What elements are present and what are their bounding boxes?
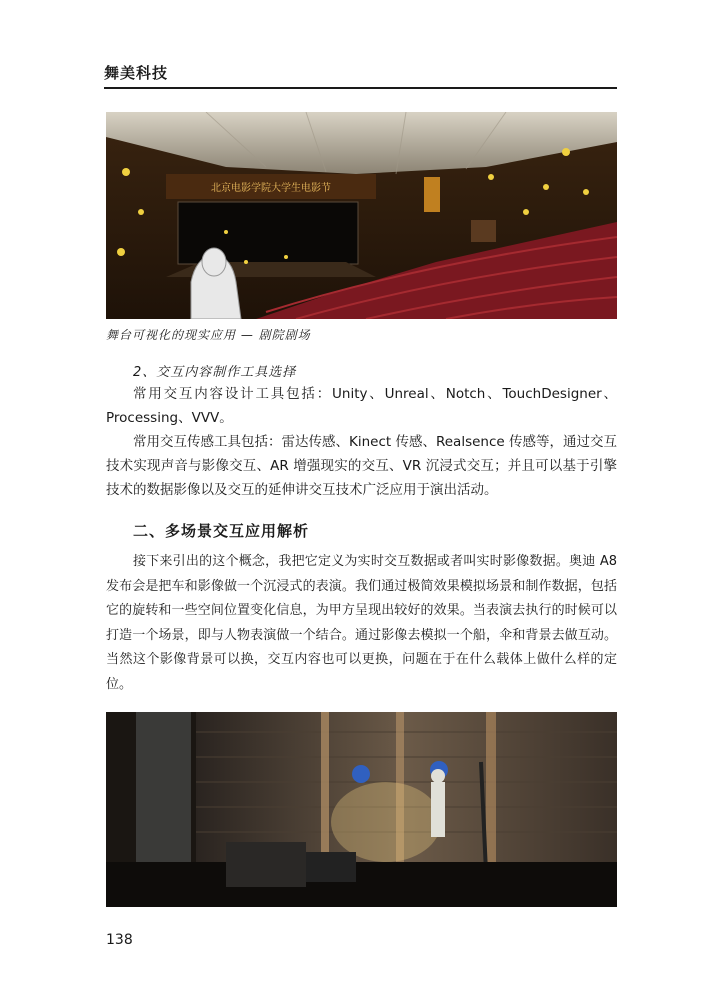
stage-performance-photo-icon (106, 712, 617, 907)
theater-figure (106, 112, 617, 319)
page-number: 138 (106, 932, 133, 948)
performance-figure (106, 712, 617, 907)
paragraph-sensors: 常用交互传感工具包括：雷达传感、Kinect 传感、Realsence 传感等，通过交互技术实现声音与影像交互、AR 增强现实的交互、VR 沉浸式交互；并且可以基于引擎技术的数据影像以及交互的延伸讲交互技术广泛应用于演出活动。 (106, 434, 617, 498)
paragraph-analysis: 接下来引出的这个概念，我把它定义为实时交互数据或者叫实时影像数据。奥迪 A8 发布会是把车和影像做一个沉浸式的表演。我们通过极简效果模拟场景和制作数据，包括它的旋转和一些空间位置变化信息，为甲方呈现出较好的效果。当表演去执行的时候可以打造一个场景，即与人物表演做一个结合。通过影像去模拟一个船，伞和背景去做互动。当然这个影像背景可以换，交互内容也可以更换，问题在于在什么载体上做什么样的定位。 (106, 554, 617, 692)
paragraph-tools: 常用交互内容设计工具包括：Unity、Unreal、Notch、TouchDesigner、Processing、VVV。 (106, 386, 617, 426)
theater-photo-icon (106, 112, 617, 319)
poster-text: 北京电影学院大学生电影节 (211, 183, 331, 194)
running-header: 舞美科技 (104, 64, 169, 82)
section-heading: 二、多场景交互应用解析 (133, 522, 310, 540)
subheading: 2、交互内容制作工具选择 (133, 365, 297, 380)
header-divider (104, 87, 617, 89)
figure-caption: 舞台可视化的现实应用 — 剧院剧场 (106, 328, 311, 342)
